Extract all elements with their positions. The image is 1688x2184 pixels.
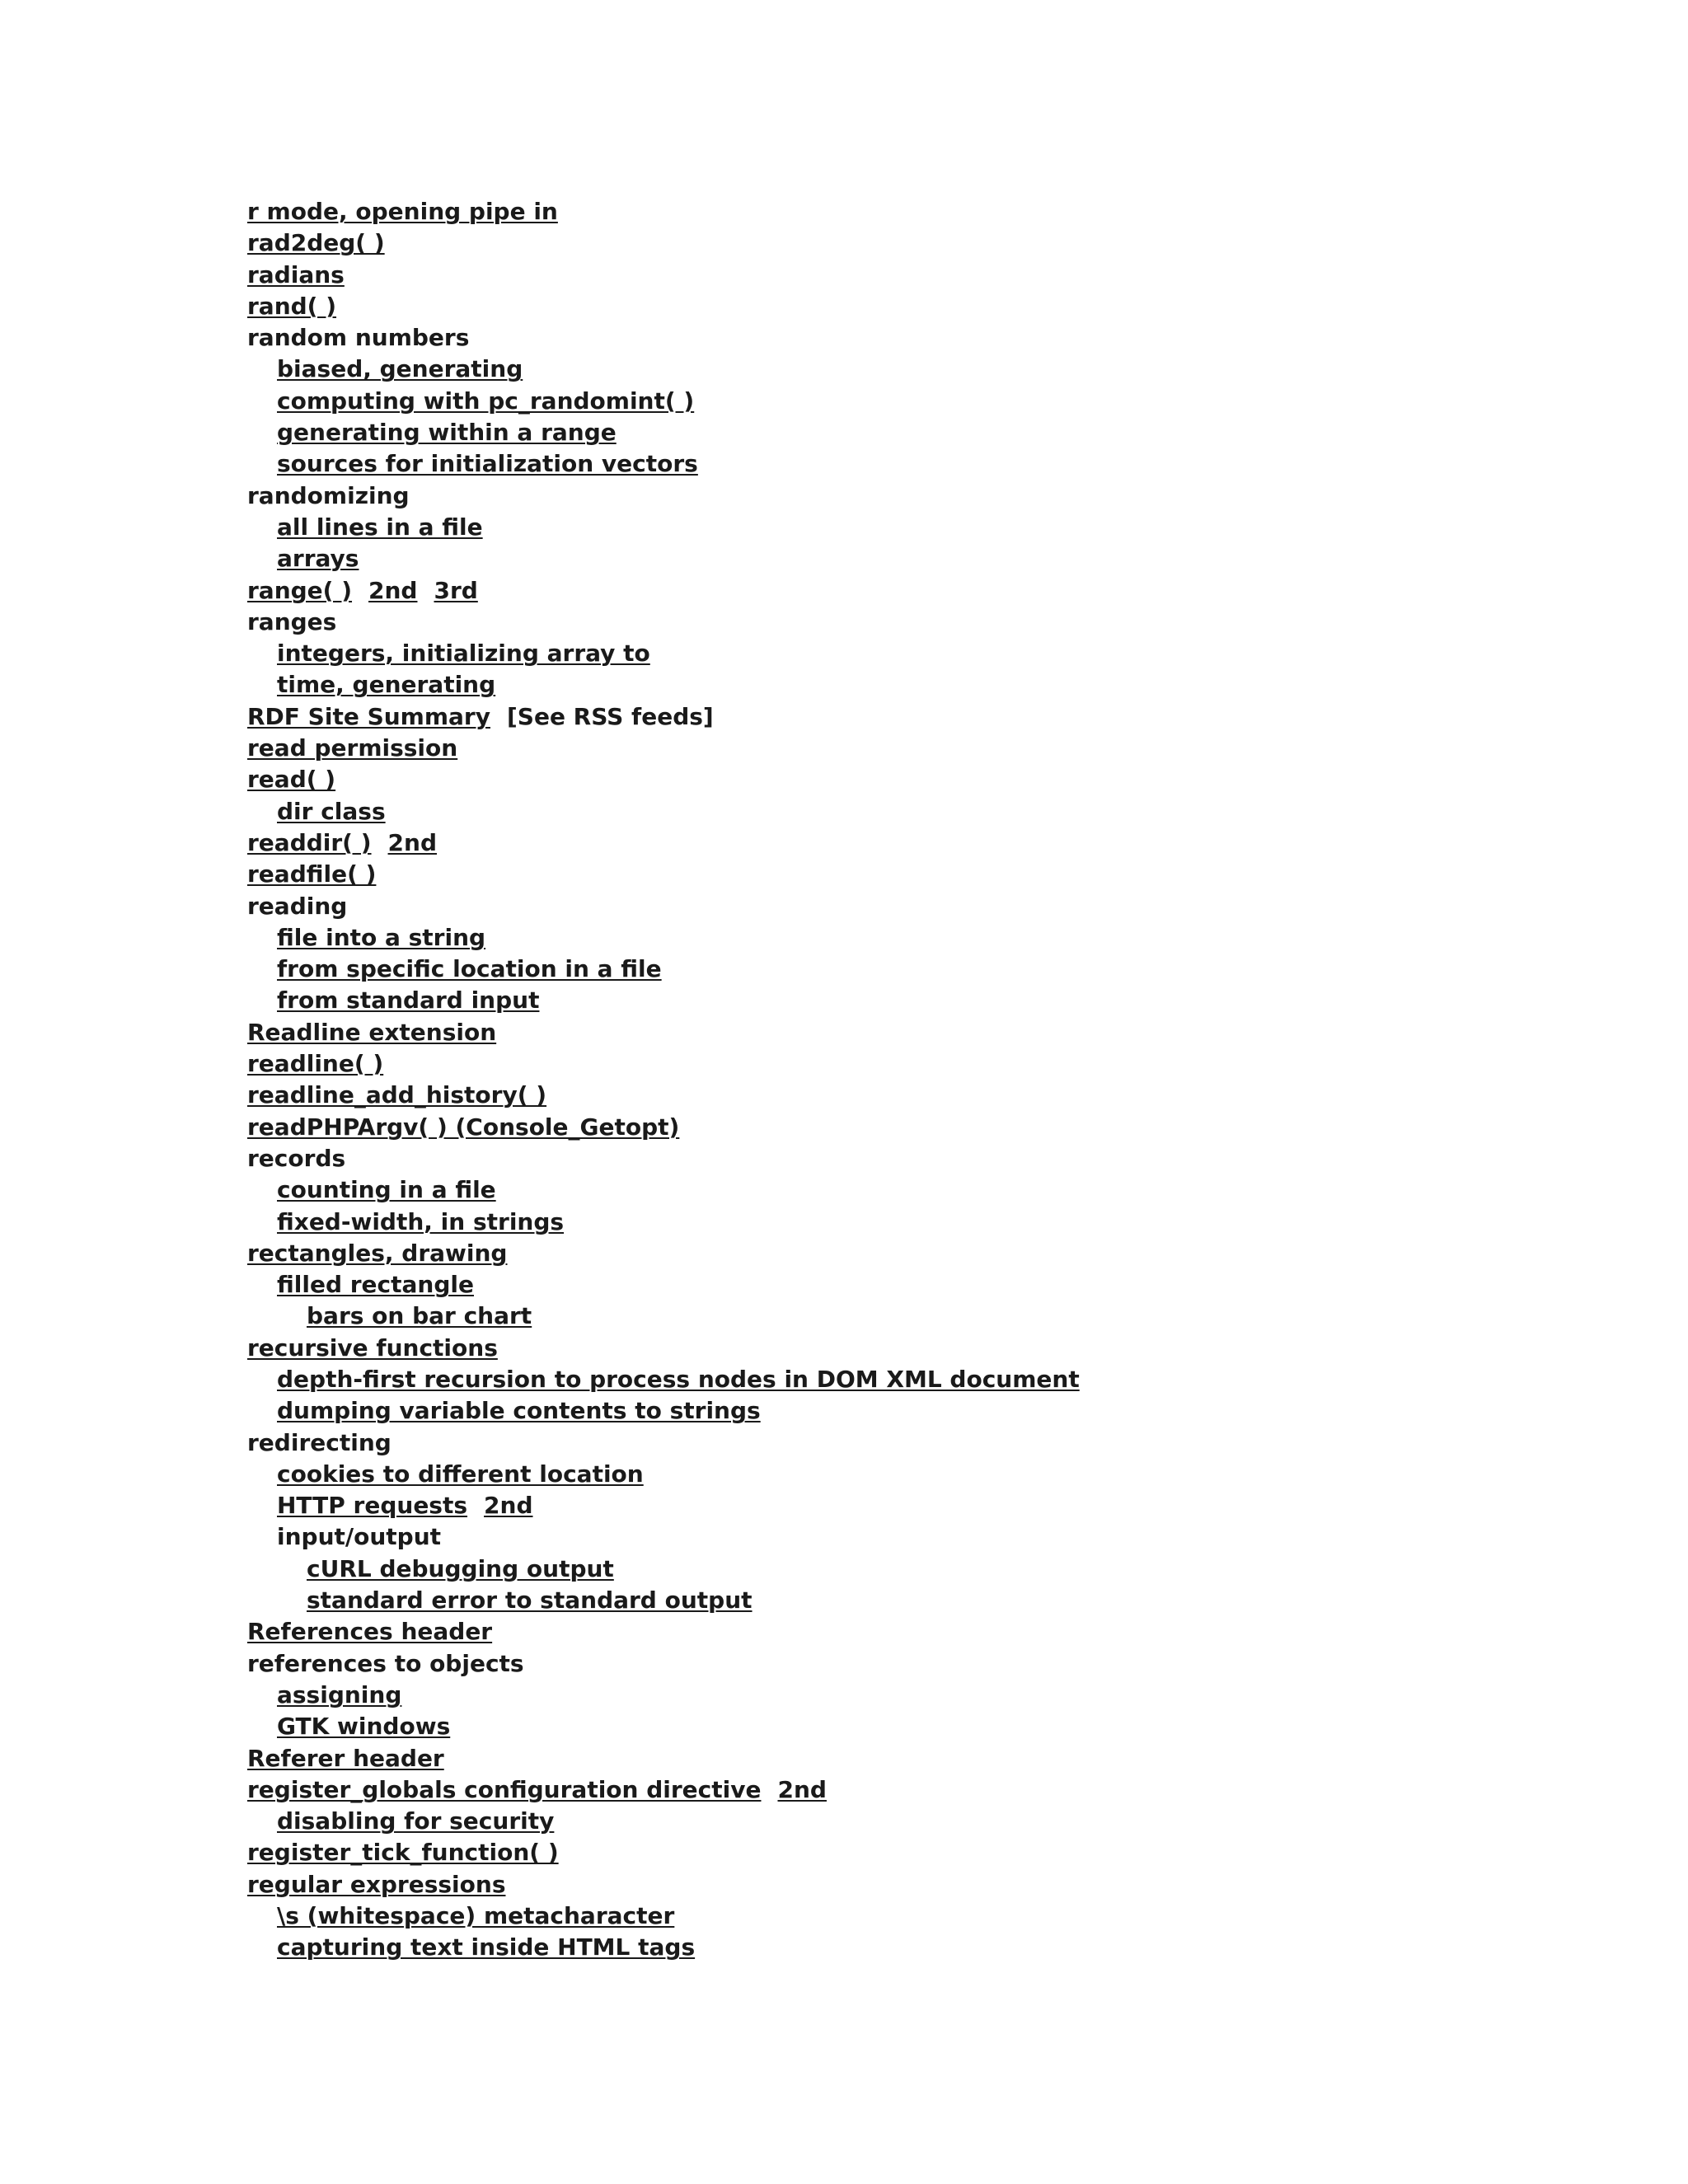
index-subentry (247, 1806, 1080, 1837)
index-entry (247, 291, 1080, 322)
index-subentry (247, 1585, 1080, 1616)
index-link[interactable]: register_globals configuration directive (247, 1775, 762, 1803)
index-link[interactable]: from specific location in a file (277, 955, 662, 983)
index-subentry (247, 512, 1080, 543)
index-page-link[interactable]: 2nd (777, 1775, 827, 1803)
index-link[interactable]: regular expressions (247, 1870, 506, 1898)
index-list (247, 196, 1080, 1964)
index-link[interactable]: \s (whitespace) metacharacter (277, 1902, 675, 1930)
index-link[interactable]: RDF Site Summary (247, 702, 490, 730)
index-link[interactable]: all lines in a file (277, 513, 483, 541)
index-entry (247, 1837, 1080, 1868)
index-link[interactable]: generating within a range (277, 419, 617, 447)
index-subentry (247, 417, 1080, 448)
index-page-link[interactable]: 2nd (387, 828, 437, 856)
index-subentry (247, 669, 1080, 701)
index-link[interactable]: Readline extension (247, 1018, 497, 1046)
index-subentry (247, 1680, 1080, 1711)
index-subentry (247, 354, 1080, 385)
index-heading: records (247, 1144, 346, 1172)
index-link[interactable]: cURL debugging output (307, 1554, 614, 1582)
index-entry (247, 764, 1080, 795)
index-link[interactable]: GTK windows (277, 1713, 451, 1741)
index-entry (247, 1048, 1080, 1080)
index-link[interactable]: readline( ) (247, 1050, 384, 1078)
index-entry (247, 260, 1080, 291)
index-link[interactable]: assigning (277, 1680, 402, 1708)
index-entry (247, 196, 1080, 227)
index-heading: references to objects (247, 1649, 524, 1677)
index-link[interactable]: rectangles, drawing (247, 1239, 508, 1267)
index-subentry (247, 543, 1080, 574)
index-subentry (247, 1521, 1080, 1553)
index-entry (247, 701, 1080, 733)
index-entry (247, 1774, 1080, 1806)
index-link[interactable]: register_tick_function( ) (247, 1839, 559, 1867)
index-link[interactable]: read permission (247, 734, 458, 762)
index-link[interactable]: capturing text inside HTML tags (277, 1933, 696, 1961)
index-heading: ranges (247, 607, 337, 635)
index-entry (247, 227, 1080, 259)
index-link[interactable]: readline_add_history( ) (247, 1081, 547, 1109)
index-entry (247, 1017, 1080, 1048)
index-link[interactable]: r mode, opening pipe in (247, 198, 558, 225)
index-entry (247, 891, 1080, 922)
index-link[interactable]: counting in a file (277, 1176, 496, 1204)
index-page-link[interactable]: 2nd (368, 576, 418, 604)
index-link[interactable]: biased, generating (277, 355, 523, 383)
index-link[interactable]: arrays (277, 545, 359, 573)
index-link[interactable]: disabling for security (277, 1807, 555, 1835)
index-entry (247, 1143, 1080, 1174)
index-subentry (247, 448, 1080, 480)
index-subentry (247, 1364, 1080, 1395)
index-subentry (247, 1207, 1080, 1238)
index-subentry (247, 638, 1080, 669)
index-link[interactable]: from standard input (277, 987, 540, 1015)
index-link[interactable]: depth-first recursion to process nodes in DOM XML document (277, 1365, 1080, 1393)
index-link[interactable]: integers, initializing array to (277, 640, 650, 668)
index-subentry (247, 796, 1080, 827)
index-link[interactable]: time, generating (277, 671, 496, 699)
index-entry (247, 607, 1080, 638)
index-subentry (247, 985, 1080, 1016)
index-entry (247, 480, 1080, 512)
index-link[interactable]: readfile( ) (247, 860, 377, 888)
index-entry (247, 1616, 1080, 1647)
index-link[interactable]: sources for initialization vectors (277, 450, 698, 478)
index-subentry (247, 1554, 1080, 1585)
index-link[interactable]: recursive functions (247, 1333, 498, 1361)
index-heading: randomizing (247, 481, 410, 509)
index-page-link[interactable]: 3rd (434, 576, 478, 604)
index-entry (247, 827, 1080, 859)
index-link[interactable]: readdir( ) (247, 828, 372, 856)
index-entry (247, 1333, 1080, 1364)
index-link[interactable]: bars on bar chart (307, 1302, 532, 1330)
index-link[interactable]: rand( ) (247, 292, 337, 320)
index-subentry (247, 1174, 1080, 1206)
index-link[interactable]: read( ) (247, 766, 336, 794)
index-subentry (247, 1490, 1080, 1521)
index-entry (247, 1112, 1080, 1143)
index-link[interactable]: range( ) (247, 576, 353, 604)
index-see-reference: [See RSS feeds] (506, 702, 714, 730)
index-link[interactable]: HTTP requests (277, 1492, 468, 1520)
index-entry (247, 1238, 1080, 1269)
index-heading: input/output (277, 1523, 442, 1551)
index-subentry (247, 954, 1080, 985)
index-link[interactable]: rad2deg( ) (247, 229, 385, 257)
index-subentry (247, 1395, 1080, 1427)
index-link[interactable]: radians (247, 260, 345, 288)
index-entry (247, 575, 1080, 607)
index-subentry (247, 1269, 1080, 1301)
index-entry (247, 1743, 1080, 1774)
index-entry (247, 859, 1080, 890)
index-subentry (247, 386, 1080, 417)
index-link[interactable]: computing with pc_randomint( ) (277, 387, 695, 415)
index-link[interactable]: cookies to different location (277, 1460, 644, 1488)
index-heading: reading (247, 892, 348, 920)
index-subentry (247, 1900, 1080, 1932)
index-page-link[interactable]: 2nd (484, 1492, 533, 1520)
index-entry (247, 322, 1080, 354)
index-link[interactable]: file into a string (277, 923, 486, 951)
index-link[interactable]: dir class (277, 797, 386, 825)
index-entry (247, 1427, 1080, 1459)
index-entry (247, 1080, 1080, 1111)
index-heading: redirecting (247, 1428, 392, 1456)
index-link[interactable]: Referer header (247, 1744, 444, 1772)
index-entry (247, 1648, 1080, 1680)
index-link[interactable]: fixed-width, in strings (277, 1207, 565, 1235)
index-entry (247, 733, 1080, 764)
index-link[interactable]: dumping variable contents to strings (277, 1397, 761, 1425)
index-subentry (247, 1459, 1080, 1490)
index-link[interactable]: standard error to standard output (307, 1586, 753, 1615)
index-heading: random numbers (247, 324, 470, 352)
index-subentry (247, 922, 1080, 954)
index-link[interactable]: filled rectangle (277, 1271, 474, 1299)
index-link[interactable]: References header (247, 1618, 493, 1646)
index-subentry (247, 1711, 1080, 1742)
index-entry (247, 1869, 1080, 1900)
index-subentry (247, 1301, 1080, 1332)
index-link[interactable]: readPHPArgv( ) (Console_Getopt) (247, 1113, 680, 1141)
index-subentry (247, 1932, 1080, 1963)
